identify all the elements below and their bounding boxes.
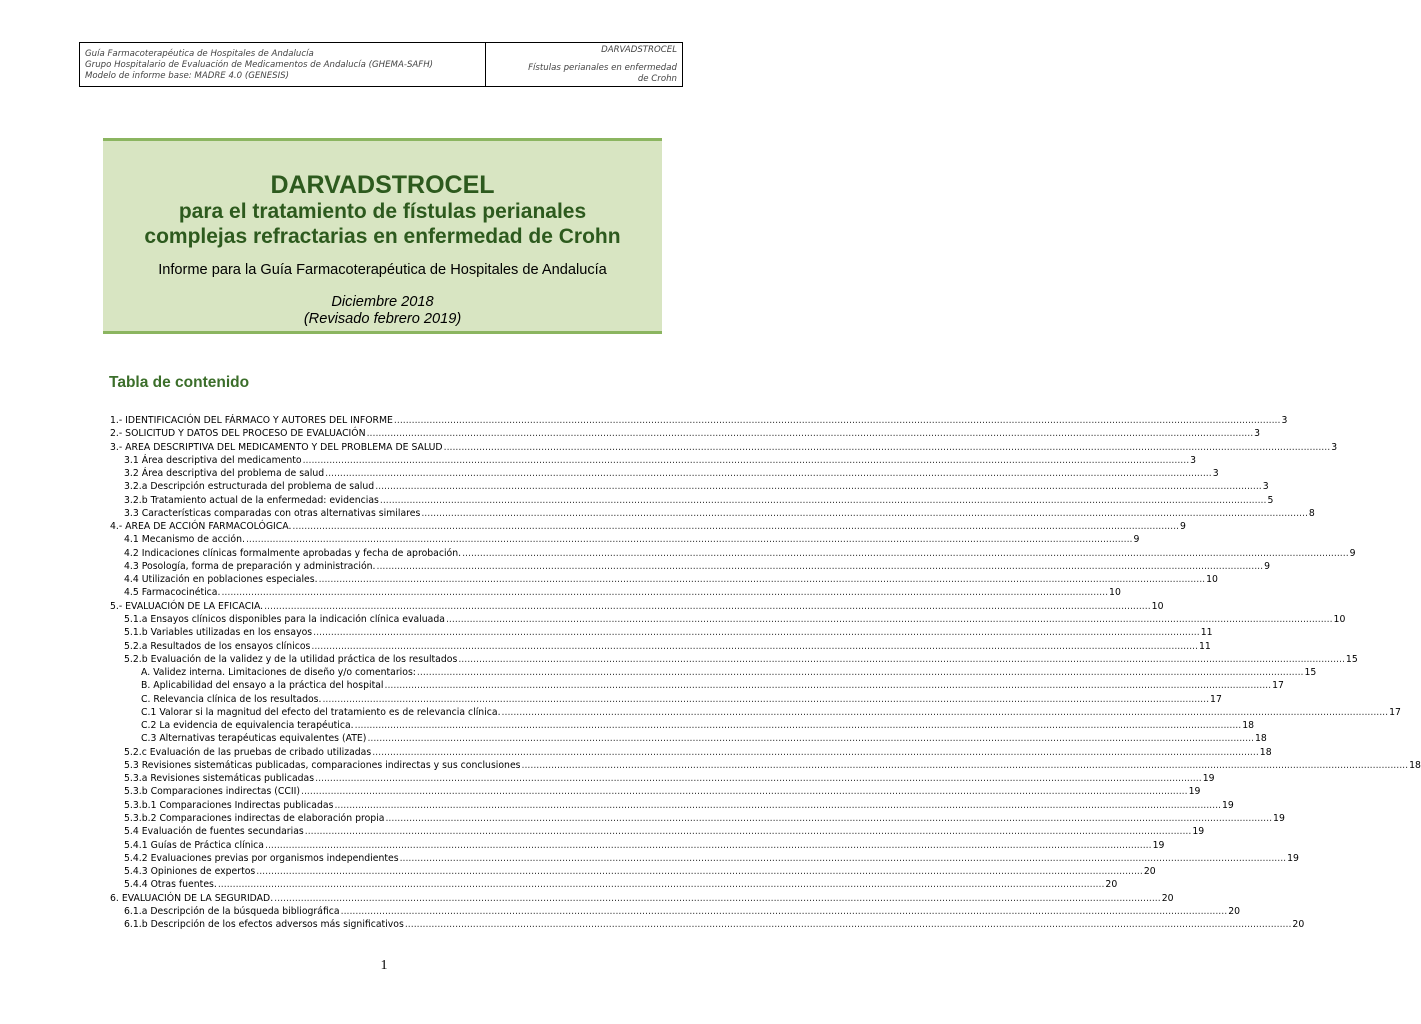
toc-entry-page: 10 [1109, 587, 1121, 599]
toc-entry-label: 5.1.a Ensayos clínicos disponibles para la indicación clínica evaluada [124, 613, 445, 625]
toc-entry[interactable] [110, 785, 1201, 798]
toc-entry-label: 5.1.b Variables utilizadas en los ensayos [124, 627, 313, 639]
toc-entry-label: 5.3.b Comparaciones indirectas (CCII) [124, 786, 301, 798]
toc-entry-page: 8 [1308, 507, 1315, 519]
toc-entry-page: 19 [1222, 799, 1234, 811]
toc-entry-label: 3.2 Área descriptiva del problema de salud [124, 468, 325, 480]
toc-entry-label: 4.5 Farmacocinética. [124, 587, 221, 599]
toc-entry-label: 6.1.a Descripción de la búsqueda bibliográfica [124, 905, 340, 917]
toc-heading: Tabla de contenido [109, 374, 250, 391]
toc-entry-page: 9 [1180, 521, 1186, 533]
toc-dot-leader: ............................................................................................................................................................................................................................................................................................................ [318, 574, 1206, 586]
report-description: Informe para la Guía Farmacoterapéutica de Hospitales de Andalucía [158, 262, 607, 278]
toc-entry[interactable] [110, 839, 1165, 852]
toc-entry[interactable] [110, 427, 1261, 440]
toc-dot-leader: ............................................................................................................................................................................................................................................................................................................ [416, 667, 1304, 679]
toc-entry-label: C. Relevancia clínica de los resultados. [141, 693, 322, 705]
toc-entry-label: 5.3.a Revisiones sistemáticas publicadas [124, 773, 315, 785]
toc-entry-page: 3 [1281, 415, 1288, 426]
toc-entry[interactable] [110, 799, 1234, 812]
toc-entry[interactable] [110, 626, 1213, 639]
toc-entry-page: 9 [1264, 560, 1270, 572]
toc-entry[interactable] [110, 547, 1356, 560]
toc-entry-page: 19 [1273, 812, 1285, 824]
drug-title: DARVADSTROCEL [270, 171, 495, 199]
toc-entry-page: 9 [1349, 547, 1356, 559]
toc-entry-label: 5.- EVALUACIÓN DE LA EFICACIA. [110, 600, 264, 612]
toc-dot-leader: ............................................................................................................................................................................................................................................................................................................ [384, 680, 1272, 692]
toc-entry-page: 19 [1188, 786, 1201, 798]
toc-entry-label: 4.4 Utilización en poblaciones especiales. [124, 574, 318, 586]
toc-dot-leader: ............................................................................................................................................................................................................................................................................................................ [445, 613, 1333, 625]
header-line-3: Modelo de informe base: MADRE 4.0 (GENESIS) [85, 71, 289, 81]
toc-dot-leader: ............................................................................................................................................................................................................................................................................................................ [340, 905, 1228, 917]
toc-entry-label: 3.- AREA DESCRIPTIVA DEL MEDICAMENTO Y DEL PROBLEMA DE SALUD [110, 441, 443, 453]
toc-entry-page: 19 [1287, 852, 1299, 864]
toc-entry-label: 6. EVALUACIÓN DE LA SEGURIDAD. [110, 892, 274, 904]
toc-entry-label: 5.3.b.1 Comparaciones Indirectas publicadas [124, 799, 334, 811]
page-number: 1 [380, 958, 388, 973]
toc-entry-page: 5 [1267, 494, 1274, 506]
toc-entry-label: 5.2.a Resultados de los ensayos clínicos [124, 640, 311, 652]
toc-entry[interactable] [110, 507, 1315, 520]
toc-entry[interactable] [110, 613, 1346, 626]
toc-entry-label: 5.2.c Evaluación de las pruebas de cribado utilizadas [124, 746, 372, 758]
toc-dot-leader: ............................................................................................................................................................................................................................................................................................................ [256, 866, 1143, 878]
toc-dot-leader: ............................................................................................................................................................................................................................................................................................................ [217, 879, 1105, 891]
toc-entry[interactable] [110, 905, 1241, 918]
toc-entry-label: 4.3 Posología, forma de preparación y administración. [124, 560, 376, 572]
toc-entry[interactable] [110, 706, 1401, 719]
toc-entry-label: 5.2.b Evaluación de la validez y de la utilidad práctica de los resultados [124, 653, 458, 665]
toc-dot-leader: ............................................................................................................................................................................................................................................................................................................ [334, 799, 1222, 811]
toc-entry-page: 3 [1262, 481, 1269, 493]
toc-entry[interactable] [110, 746, 1272, 759]
header-line-2: Grupo Hospitalario de Evaluación de Medicamentos de Andalucía (GHEMA-SAFH) [85, 60, 434, 70]
toc-entry[interactable] [110, 918, 1305, 931]
toc-entry-label: 5.4.1 Guías de Práctica clínica [124, 839, 264, 851]
toc-dot-leader: ............................................................................................................................................................................................................................................................................................................ [245, 534, 1133, 546]
header-right [486, 43, 682, 86]
toc-dot-leader: ............................................................................................................................................................................................................................................................................................................ [304, 826, 1192, 838]
toc-entry[interactable] [110, 586, 1121, 599]
report-date: Diciembre 2018 [331, 294, 434, 310]
toc-entry[interactable] [110, 825, 1205, 838]
toc-entry-page: 10 [1151, 600, 1164, 612]
toc-entry[interactable] [110, 653, 1358, 666]
toc-entry-page: 11 [1198, 640, 1211, 652]
toc-dot-leader: ............................................................................................................................................................................................................................................................................................................ [313, 627, 1200, 639]
toc-dot-leader: ............................................................................................................................................................................................................................................................................................................ [367, 733, 1255, 745]
toc-entry-page: 20 [1292, 919, 1305, 931]
table-of-contents [110, 414, 1421, 931]
toc-entry[interactable] [110, 414, 1288, 427]
toc-entry-label: 3.1 Área descriptiva del medicamento [124, 454, 302, 466]
toc-entry[interactable] [110, 666, 1317, 679]
toc-entry-page: 9 [1133, 534, 1140, 546]
toc-dot-leader: ............................................................................................................................................................................................................................................................................................................ [375, 481, 1262, 493]
toc-entry-label: 2.- SOLICITUD Y DATOS DEL PROCESO DE EVALUACIÓN [110, 428, 366, 440]
toc-entry-label: 5.3.b.2 Comparaciones indirectas de elaboración propia [124, 812, 385, 824]
toc-entry-page: 20 [1105, 879, 1118, 891]
toc-dot-leader: ............................................................................................................................................................................................................................................................................................................ [404, 919, 1292, 931]
toc-entry-label: A. Validez interna. Limitaciones de diseño y/o comentarios: [141, 667, 416, 679]
toc-entry[interactable] [110, 679, 1284, 692]
toc-entry[interactable] [110, 454, 1197, 467]
toc-dot-leader: ............................................................................................................................................................................................................................................................................................................ [274, 892, 1161, 904]
toc-entry-label: C.2 La evidencia de equivalencia terapéutica. [141, 720, 354, 732]
toc-entry-label: 5.4.4 Otras fuentes. [124, 879, 217, 891]
toc-entry[interactable] [110, 520, 1186, 533]
toc-entry-page: 10 [1206, 574, 1218, 586]
toc-entry[interactable] [110, 812, 1285, 825]
toc-entry-page: 20 [1161, 892, 1174, 904]
toc-entry-page: 3 [1212, 468, 1219, 480]
toc-entry-label: 5.4.2 Evaluaciones previas por organismos independientes [124, 852, 399, 864]
toc-dot-leader: ............................................................................................................................................................................................................................................................................................................ [385, 812, 1273, 824]
toc-entry[interactable] [110, 467, 1219, 480]
toc-dot-leader: ............................................................................................................................................................................................................................................................................................................ [458, 653, 1345, 665]
toc-entry-label: 5.4.3 Opiniones de expertos [124, 866, 256, 878]
toc-entry-page: 17 [1389, 706, 1401, 718]
toc-entry-label: 3.3 Características comparadas con otras alternativas similares [124, 507, 421, 519]
toc-dot-leader: ............................................................................................................................................................................................................................................................................................................ [393, 415, 1281, 426]
toc-dot-leader: ............................................................................................................................................................................................................................................................................................................ [301, 786, 1188, 798]
toc-dot-leader: ............................................................................................................................................................................................................................................................................................................ [379, 494, 1267, 506]
toc-entry[interactable] [110, 441, 1338, 454]
toc-entry[interactable] [110, 533, 1140, 546]
page-header [79, 42, 683, 87]
toc-entry-page: 10 [1333, 613, 1346, 625]
toc-entry-page: 15 [1345, 653, 1358, 665]
toc-dot-leader: ............................................................................................................................................................................................................................................................................................................ [322, 693, 1210, 705]
toc-entry[interactable] [110, 494, 1274, 507]
toc-entry-label: C.1 Valorar si la magnitud del efecto del tratamiento es de relevancia clínica. [141, 706, 501, 718]
toc-dot-leader: ............................................................................................................................................................................................................................................................................................................ [421, 507, 1308, 519]
toc-dot-leader: ............................................................................................................................................................................................................................................................................................................ [265, 839, 1152, 851]
toc-dot-leader: ............................................................................................................................................................................................................................................................................................................ [376, 560, 1264, 572]
toc-dot-leader: ............................................................................................................................................................................................................................................................................................................ [325, 468, 1212, 480]
toc-entry-page: 19 [1202, 773, 1215, 785]
header-line-1: Guía Farmacoterapéutica de Hospitales de Andalucía [85, 49, 314, 59]
toc-entry-page: 19 [1152, 839, 1165, 851]
toc-entry-label: C.3 Alternativas terapéuticas equivalentes (ATE) [141, 733, 367, 745]
toc-dot-leader: ............................................................................................................................................................................................................................................................................................................ [221, 587, 1109, 599]
toc-dot-leader: ............................................................................................................................................................................................................................................................................................................ [372, 746, 1259, 758]
toc-entry-label: 3.2.b Tratamiento actual de la enfermedad: evidencias [124, 494, 379, 506]
toc-entry[interactable] [110, 719, 1255, 732]
toc-entry-label: 6.1.b Descripción de los efectos adversos más significativos [124, 919, 404, 931]
toc-entry[interactable] [110, 772, 1215, 785]
toc-dot-leader: ............................................................................................................................................................................................................................................................................................................ [292, 521, 1179, 533]
toc-entry-label: 4.- AREA DE ACCIÓN FARMACOLÓGICA. [110, 521, 292, 533]
toc-entry-label: 1.- IDENTIFICACIÓN DEL FÁRMACO Y AUTORES DEL INFORME [110, 415, 393, 426]
toc-entry-page: 3 [1254, 428, 1261, 440]
toc-entry-label: 4.2 Indicaciones clínicas formalmente aprobadas y fecha de aprobación. [124, 547, 462, 559]
subtitle-line-2: complejas refractarias en enfermedad de Crohn [144, 225, 621, 248]
toc-entry[interactable] [110, 892, 1174, 905]
toc-entry-page: 19 [1192, 826, 1205, 838]
toc-dot-leader: ............................................................................................................................................................................................................................................................................................................ [264, 600, 1151, 612]
toc-entry-page: 17 [1210, 693, 1222, 705]
header-left [80, 43, 486, 86]
toc-entry[interactable] [110, 560, 1270, 573]
toc-entry[interactable] [110, 852, 1299, 865]
toc-dot-leader: ............................................................................................................................................................................................................................................................................................................ [302, 454, 1190, 466]
toc-entry-page: 20 [1228, 905, 1241, 917]
toc-entry[interactable] [110, 693, 1222, 706]
toc-dot-leader: ............................................................................................................................................................................................................................................................................................................ [366, 428, 1254, 440]
toc-entry-page: 3 [1190, 454, 1197, 466]
toc-entry-label: 5.3 Revisiones sistemáticas publicadas, comparaciones indirectas y sus conclusiones [124, 759, 521, 771]
toc-entry[interactable] [110, 732, 1267, 745]
toc-dot-leader: ............................................................................................................................................................................................................................................................................................................ [443, 441, 1331, 453]
toc-entry-page: 18 [1409, 759, 1421, 771]
toc-entry[interactable] [110, 573, 1218, 586]
header-indication-2: de Crohn [637, 74, 677, 84]
title-box [103, 138, 662, 334]
toc-dot-leader: ............................................................................................................................................................................................................................................................................................................ [354, 720, 1242, 732]
toc-entry[interactable] [110, 759, 1421, 772]
toc-entry-page: 18 [1242, 720, 1255, 732]
toc-entry[interactable] [110, 480, 1269, 493]
toc-entry-page: 18 [1259, 746, 1272, 758]
header-indication-1: Fístulas perianales en enfermedad [528, 63, 677, 73]
toc-entry-page: 20 [1143, 866, 1156, 878]
toc-entry-page: 15 [1304, 667, 1317, 679]
toc-dot-leader: ............................................................................................................................................................................................................................................................................................................ [399, 852, 1287, 864]
toc-entry-label: 3.2.a Descripción estructurada del problema de salud [124, 481, 375, 493]
toc-entry-page: 11 [1200, 627, 1213, 639]
toc-entry-label: 5.4 Evaluación de fuentes secundarias [124, 826, 304, 838]
toc-entry[interactable] [110, 878, 1118, 891]
toc-entry[interactable] [110, 865, 1156, 878]
header-drug-code: DARVADSTROCEL [601, 45, 677, 55]
toc-entry-page: 3 [1331, 441, 1338, 453]
toc-entry-page: 17 [1272, 680, 1284, 692]
toc-entry-page: 18 [1255, 733, 1267, 745]
toc-entry[interactable] [110, 640, 1211, 653]
revision-date: (Revisado febrero 2019) [303, 311, 462, 327]
toc-dot-leader: ............................................................................................................................................................................................................................................................................................................ [462, 547, 1349, 559]
subtitle-line-1: para el tratamiento de fístulas perianales [178, 200, 587, 223]
toc-entry[interactable] [110, 600, 1164, 613]
toc-entry-label: 4.1 Mecanismo de acción. [124, 534, 245, 546]
toc-dot-leader: ............................................................................................................................................................................................................................................................................................................ [311, 640, 1198, 652]
toc-dot-leader: ............................................................................................................................................................................................................................................................................................................ [315, 773, 1202, 785]
toc-entry-label: B. Aplicabilidad del ensayo a la práctica del hospital [141, 680, 384, 692]
toc-dot-leader: ............................................................................................................................................................................................................................................................................................................ [501, 706, 1389, 718]
toc-dot-leader: ............................................................................................................................................................................................................................................................................................................ [521, 759, 1409, 771]
